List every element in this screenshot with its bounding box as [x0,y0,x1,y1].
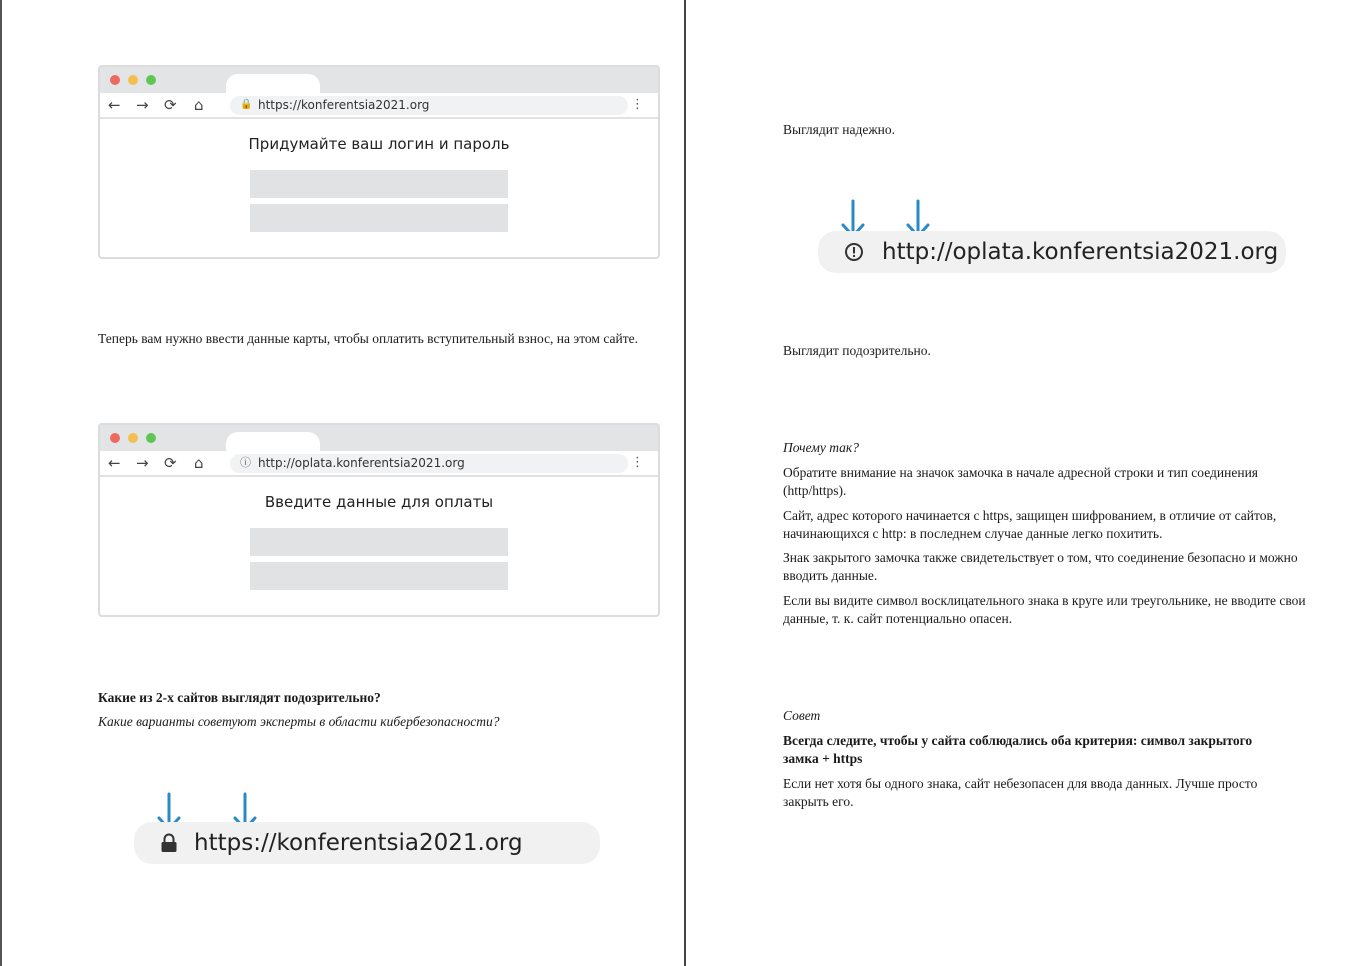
browser-content [100,119,658,257]
looks-reliable-text: Выглядит надежно. [783,122,895,137]
why-paragraph: Обратите внимание на значок замочка в начале адресной строки и тип соединения (http/https). [783,465,1258,498]
url-example-text: https://konferentsia2021.org [194,830,523,856]
card-field-mock [250,562,508,590]
home-icon: ⌂ [194,454,204,472]
url-example-text: http://oplata.konferentsia2021.org [882,239,1279,265]
paragraph-card-data: Теперь вам нужно ввести данные карты, чтобы оплатить вступительный взнос, на этом сайте. [98,331,638,346]
home-icon: ⌂ [194,96,204,114]
why-paragraph: Если вы видите символ восклицательного знака в круге или треугольнике, не вводите свои данные, т. к. сайт потенциально опасен. [783,593,1306,626]
minimize-dot [128,433,138,443]
why-heading: Почему так? [783,440,859,455]
lock-icon: 🔒 [240,99,253,110]
form-title: Придумайте ваш логин и пароль [248,135,510,153]
browser-toolbar [100,93,658,119]
browser-titlebar [100,425,658,451]
back-arrow-icon: ← [108,96,121,114]
back-arrow-icon: ← [108,454,121,472]
browser-titlebar [100,67,658,93]
looks-suspicious-text: Выглядит подозрительно. [783,343,931,358]
card-field-mock [250,528,508,556]
tip-heading: Совет [783,708,821,723]
minimize-dot [128,75,138,85]
browser-toolbar [100,451,658,477]
lock-icon [160,833,178,853]
form-title: Введите данные для оплаты [264,493,494,511]
forward-arrow-icon: → [136,96,149,114]
why-paragraph: Сайт, адрес которого начинается с https, защищен шифрованием, в отличие от сайтов, начинающихся с http: в последнем случае данные легко похитить. [783,508,1277,541]
url-example-insecure [818,231,1286,273]
url-example-secure [134,822,600,864]
tip-text: Если нет хотя бы одного знака, сайт небезопасен для ввода данных. Лучше просто закрыть его. [783,776,1258,809]
why-paragraph: Знак закрытого замочка также свидетельствует о том, что соединение безопасно и можно вводить данные. [783,550,1298,583]
menu-kebab-icon: ⋮ [631,97,644,112]
close-dot [110,75,120,85]
address-url: https://konferentsia2021.org [258,98,430,112]
info-circle-icon: ⓘ [240,456,251,469]
reload-icon: ⟳ [164,454,177,472]
browser-mockup-login [98,65,660,259]
maximize-dot [146,433,156,443]
page-edge [0,0,2,966]
question-heading: Какие из 2-х сайтов выглядят подозрительно? [98,690,381,705]
close-dot [110,433,120,443]
password-field-mock [250,204,508,232]
browser-content [100,477,658,615]
address-url: http://oplata.konferentsia2021.org [258,456,465,470]
address-bar [230,96,628,115]
question-subtitle: Какие варианты советуют эксперты в области кибербезопасности? [98,714,500,729]
tip-bold-text: Всегда следите, чтобы у сайта соблюдались оба критерия: символ закрытого замка + https [783,733,1253,766]
reload-icon: ⟳ [164,96,177,114]
exclamation-circle-icon [844,242,864,262]
address-bar [230,454,628,473]
forward-arrow-icon: → [136,454,149,472]
page-divider [684,0,686,966]
menu-kebab-icon: ⋮ [631,455,644,470]
maximize-dot [146,75,156,85]
login-field-mock [250,170,508,198]
browser-mockup-payment [98,423,660,617]
